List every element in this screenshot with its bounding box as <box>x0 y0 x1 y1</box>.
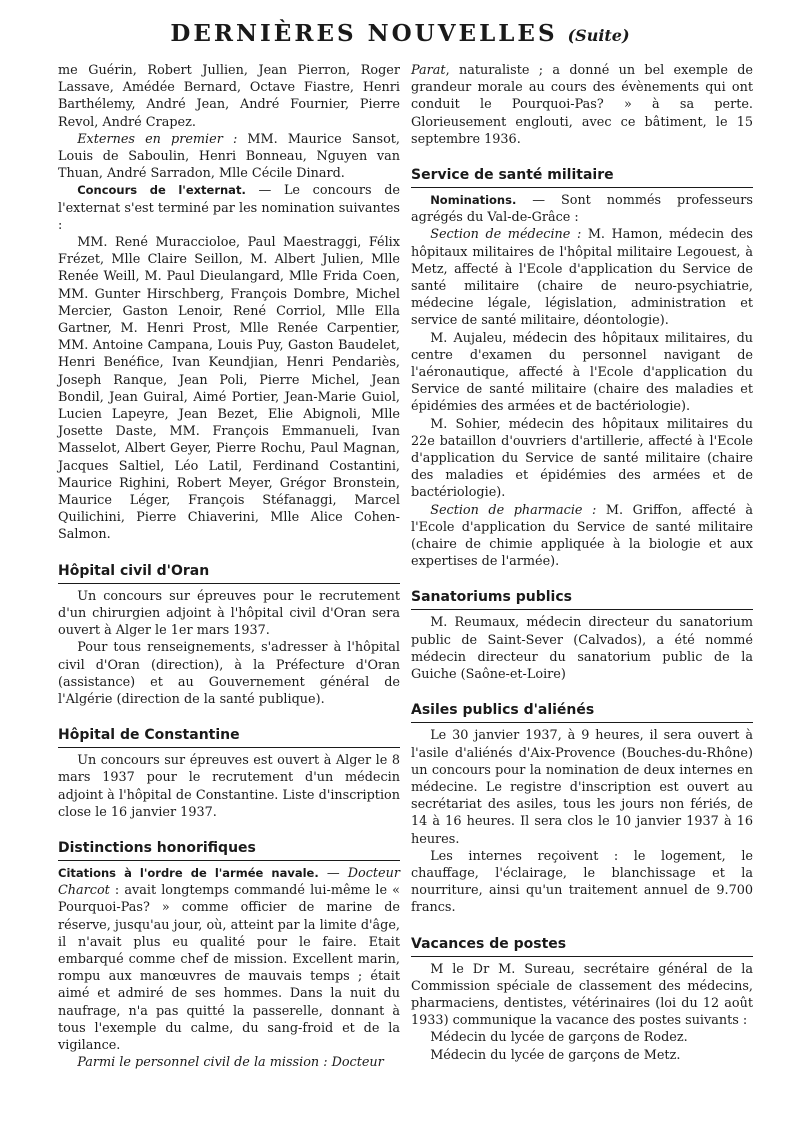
section-pharmacie-text: M. Griffon, affecté à l'Ecole d'application du Service de santé militaire (chaire de chimie appliquée à la biologie et aux expertises de l'armée). <box>411 502 753 570</box>
intro-names-paragraph: me Guérin, Robert Jullien, Jean Pierron, Roger Lassave, Amédée Bernard, Octave Fiastre, Henri Barthélemy, André Jean, André Fournier, Pierre Revol, André Crapez. <box>58 63 400 130</box>
oran-paragraph-2: Pour tous renseignements, s'adresser à l'hôpital civil d'Oran (direction), à la Préfecture d'Oran (assistance) et au Gouvernement général de l'Algérie (direction de la santé publique). <box>58 640 400 707</box>
personnel-paragraph: Parmi le personnel civil de la mission : Docteur <box>77 1055 384 1071</box>
section-heading-distinctions: Distinctions honorifiques <box>58 839 400 861</box>
citations-dash: — <box>318 865 348 881</box>
section-pharmacie-paragraph <box>411 502 753 571</box>
section-heading-oran: Hôpital civil d'Oran <box>58 562 400 584</box>
nominations-text: — Sont nommés professeurs agrégés du Val-de-Grâce : <box>411 193 753 226</box>
aujaleu-paragraph: M. Aujaleu, médecin des hôpitaux militaires, du centre d'examen du personnel navigant de l'aéronautique, affecté à l'Ecole d'application du Service de santé militaire (chaire des maladies et épidémies des armées et de bactériologie). <box>411 330 753 415</box>
sanatoriums-paragraph: M. Reumaux, médecin directeur du sanatorium public de Saint-Sever (Calvados), a été nommé médecin directeur du sanatorium public de la Guiche (Saône-et-Loire) <box>411 615 753 683</box>
sohier-paragraph: M. Sohier, médecin des hôpitaux militaires du 22e bataillon d'ouvriers d'artillerie, affecté à l'Ecole d'application du Service de santé militaire (chaire des maladies et épidémies des armées et de bactériologie). <box>411 416 753 501</box>
nominations-paragraph <box>411 192 753 226</box>
parat-paragraph <box>411 62 753 148</box>
citations-text: : avait longtemps commandé lui-même le « Pourquoi-Pas? » comme officier de marine de réserve, jusqu'au jour, où, atteint par la limite d'âge, il n'avait plus eu qualité pour le faire. Etait embarqué comme chef de mission. Excellent marin, rompu aux manœuvres de mauvais temps ; était aimé et admiré de ses hommes. Dans la nuit du naufrage, n'a pas quitté la passerelle, donnant à tous l'exemple du calme, du sang-froid et de la vigilance. <box>58 883 400 1053</box>
citations-label: Citations à l'ordre de l'armée navale. <box>58 865 319 880</box>
section-medecine-text: M. Hamon, médecin des hôpitaux militaires de l'hôpital militaire Legouest, à Metz, affecté à l'Ecole d'application du Service de santé militaire (chaire de neuro-psychiatrie, médecine légale, législation, administration et service de santé militaire, déontologie). <box>411 227 753 329</box>
externes-label: Externes en premier : <box>77 131 238 147</box>
section-heading-service-sante: Service de santé militaire <box>411 166 753 188</box>
right-column <box>411 62 753 1064</box>
section-medecine-paragraph <box>411 226 753 329</box>
constantine-paragraph: Un concours sur épreuves est ouvert à Alger le 8 mars 1937 pour le recrutement d'un médecin adjoint à l'hôpital de Constantine. Liste d'inscription close le 16 janvier 1937. <box>58 753 400 820</box>
left-column <box>58 62 400 1071</box>
vacances-paragraph: M le Dr M. Sureau, secrétaire général de la Commission spéciale de classement des médecins, pharmaciens, dentistes, vétérinaires (loi du 12 août 1933) communique la vacance des postes suivants : <box>411 961 753 1029</box>
section-heading-constantine: Hôpital de Constantine <box>58 726 400 748</box>
parat-text: , naturaliste ; a donné un bel exemple de grandeur morale au cours des évènements qui ont conduit le Pourquoi-Pas? » à sa perte. Glorieusement englouti, avec ce bâtiment, le 15 septembre 1936. <box>411 63 753 147</box>
asiles-paragraph-1: Le 30 janvier 1937, à 9 heures, il sera ouvert à l'asile d'aliénés d'Aix-Provence (Bouches-du-Rhône) un concours pour la nomination de deux internes en médecine. Le registre d'inscription est ouvert au secrétariat des asiles, tous les jours non fériés, de 14 à 16 heures. Il sera clos le 10 janvier 1937 à 16 heures. <box>411 728 753 847</box>
poste-item-1: Médecin du lycée de garçons de Rodez. <box>430 1030 688 1046</box>
oran-paragraph-1: Un concours sur épreuves pour le recrutement d'un chirurgien adjoint à l'hôpital civil d'Oran sera ouvert à Alger le 1er mars 1937. <box>58 588 400 639</box>
section-heading-vacances: Vacances de postes <box>411 935 753 957</box>
citations-paragraph <box>58 865 400 1054</box>
nominations-label: Nominations. <box>430 193 517 208</box>
externat-paragraph <box>58 182 400 234</box>
section-medecine-label: Section de médecine : <box>430 227 582 243</box>
page-title: DERNIÈRES NOUVELLES <box>170 20 558 47</box>
externes-paragraph <box>58 131 400 183</box>
section-pharmacie-label: Section de pharmacie : <box>430 502 597 518</box>
externat-text: — Le concours de l'externat s'est terminé par les nomination suivantes : <box>58 183 400 233</box>
poste-item-2: Médecin du lycée de garçons de Metz. <box>430 1047 681 1063</box>
externes-text: MM. Maurice Sansot, Louis de Saboulin, Henri Bonneau, Nguyen van Thuan, André Sarradon, Mlle Cécile Dinard. <box>58 131 400 182</box>
asiles-paragraph-2: Les internes reçoivent : le logement, le chauffage, l'éclairage, le blanchissage et la nourriture, ainsi qu'un traitement annuel de 9.700 francs. <box>411 848 753 916</box>
externat-label: Concours de l'externat. <box>77 183 246 198</box>
section-heading-sanatoriums: Sanatoriums publics <box>411 588 753 610</box>
citations-name: Docteur Charcot <box>58 865 400 899</box>
section-heading-asiles: Asiles publics d'aliénés <box>411 701 753 723</box>
externat-names-paragraph: MM. René Muraccioloe, Paul Maestraggi, Félix Frézet, Mlle Claire Seillon, M. Albert Julien, Mlle Renée Weill, M. Paul Dieulangard, Mlle Frida Coen, MM. Gunter Hirschberg, François Dombre, Michel Mercier, Gaston Lenoir, René Corriol, Mlle Ella Gartner, M. Henri Prost, Mlle Renée Carpentier, MM. Antoine Campana, Louis Puy, Gaston Baudelet, Henri Benéfice, Ivan Keundjian, Henri Pendariès, Joseph Ranque, Jean Poli, Pierre Michel, Jean Bondil, Jean Guiral, Aimé Portier, Jean-Marie Guiol, Lucien Lapeyre, Jean Bezet, Elie Abignoli, Mlle Josette Daste, MM. François Emmanueli, Ivan Masselot, Albert Geyer, Pierre Rochu, Paul Magnan, Jacques Saltiel, Léo Latil, Ferdinand Costantini, Maurice Righini, Robert Meyer, Grégor Bronstein, Maurice Léger, François Stéfanaggi, Marcel Quilichini, Pierre Chiaverini, Mlle Alice Cohen-Salmon. <box>58 235 400 543</box>
page-title-suite: (Suite) <box>567 26 630 45</box>
page-header <box>0 20 800 47</box>
parat-name: Parat <box>411 63 446 78</box>
